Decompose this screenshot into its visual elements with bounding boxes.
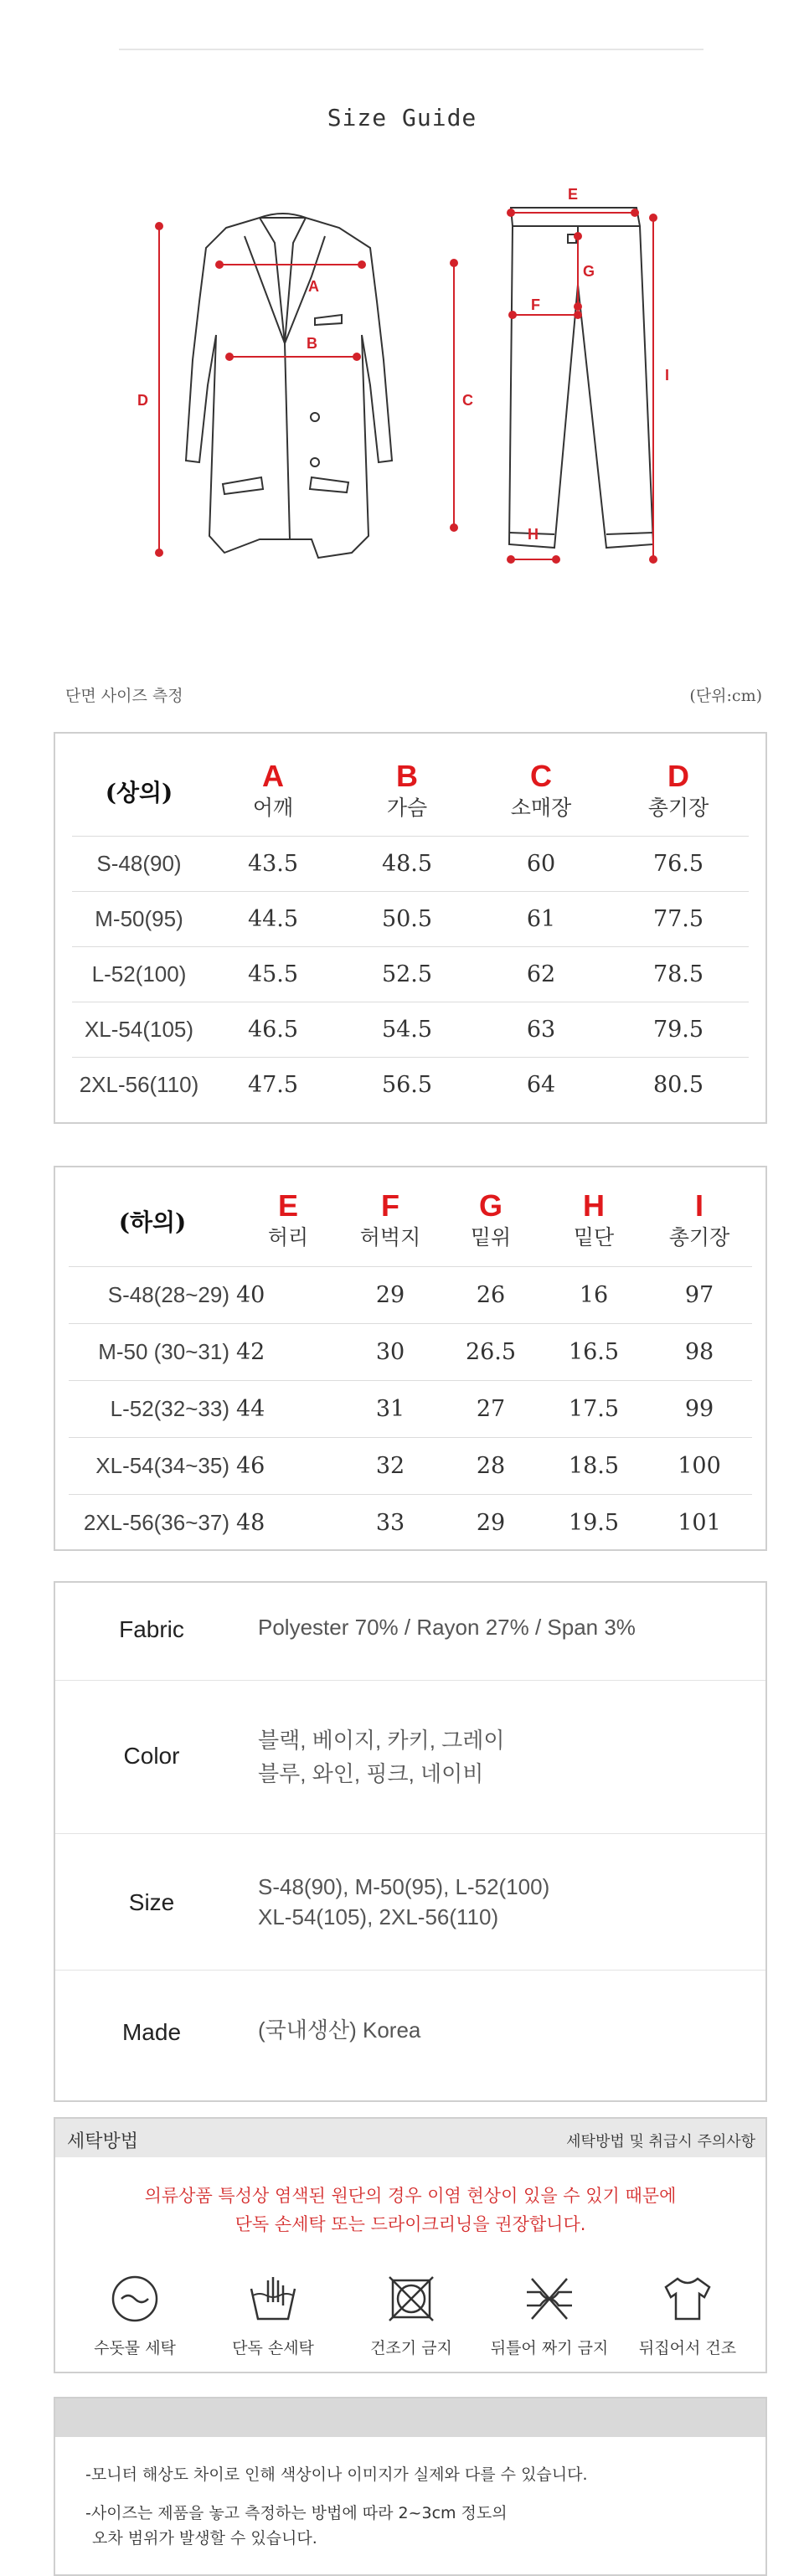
bottom-header-name-waist: 허리 <box>267 1224 309 1249</box>
value-cell: 62 <box>474 946 608 1002</box>
page-title: Size Guide <box>327 104 477 131</box>
size-cell: M-50(95) <box>72 891 206 946</box>
wash-item <box>348 2274 474 2358</box>
value-cell: 26 <box>441 1266 541 1323</box>
wash-label: 뒤틀어 짜기 금지 <box>490 2339 609 2357</box>
bottom-header-letter-g: G <box>478 1188 502 1223</box>
bottom-header-letter-f: F <box>381 1188 399 1223</box>
measurement-diagram <box>126 184 678 586</box>
table-row <box>72 946 749 1002</box>
size-cell: 2XL-56(110) <box>72 1057 206 1112</box>
value-cell: 16.5 <box>541 1323 647 1380</box>
washing-warning-line2: 단독 손세탁 또는 드라이크리닝을 권장합니다. <box>234 2214 586 2234</box>
value-cell: 77.5 <box>608 891 749 946</box>
wash-item <box>487 2274 612 2358</box>
info-row-made <box>55 1971 765 2100</box>
size-cell: L-52(32~33) <box>69 1380 236 1437</box>
value-cell: 29 <box>441 1494 541 1551</box>
note-size-line2: 오차 범위가 발생할 수 있습니다. <box>92 2529 317 2548</box>
wash-label: 수돗물 세탁 <box>94 2339 176 2357</box>
value-cell: 40 <box>236 1266 340 1323</box>
bottom-header-name-thigh: 허벅지 <box>359 1224 421 1249</box>
washing-guide <box>54 2117 767 2373</box>
unit-label: (단위:cm) <box>689 687 762 705</box>
value-cell: 26.5 <box>441 1323 541 1380</box>
top-header-name-chest: 가슴 <box>386 795 428 820</box>
top-header-name-length: 총기장 <box>647 795 709 820</box>
hand-wash-icon <box>110 2274 160 2324</box>
bottom-size-table <box>54 1166 767 1551</box>
top-header-letter-b: B <box>396 758 418 793</box>
value-cell: 17.5 <box>541 1380 647 1437</box>
info-row-size <box>55 1834 765 1971</box>
label-b: B <box>307 335 317 352</box>
value-cell: 76.5 <box>608 836 749 891</box>
washing-title: 세탁방법 <box>67 2131 139 2152</box>
size-cell: S-48(90) <box>72 836 206 891</box>
top-header-name-sleeve: 소매장 <box>510 795 572 820</box>
value-cell: 50.5 <box>340 891 474 946</box>
value-cell: 46.5 <box>206 1002 340 1057</box>
washing-subtitle: 세탁방법 및 취급시 주의사항 <box>566 2133 755 2151</box>
size-value-line2: XL-54(105), 2XL-56(110) <box>258 1904 499 1929</box>
value-cell: 32 <box>340 1437 441 1494</box>
wash-basin-icon <box>246 2274 300 2324</box>
color-key: Color <box>123 1743 180 1769</box>
washing-warning-line1: 의류상품 특성상 염색된 원단의 경우 이염 현상이 있을 수 있기 때문에 <box>144 2186 677 2206</box>
size-cell: L-52(100) <box>72 946 206 1002</box>
value-cell: 101 <box>647 1494 752 1551</box>
size-cell: 2XL-56(36~37) <box>69 1494 236 1551</box>
label-f: F <box>531 296 540 313</box>
wash-label: 건조기 금지 <box>370 2339 452 2357</box>
value-cell: 56.5 <box>340 1057 474 1112</box>
info-row-color <box>55 1681 765 1834</box>
value-cell: 43.5 <box>206 836 340 891</box>
pants-measure-lines <box>511 213 653 559</box>
size-key: Size <box>128 1889 175 1915</box>
value-cell: 54.5 <box>340 1002 474 1057</box>
value-cell: 97 <box>647 1266 752 1323</box>
washing-header <box>55 2119 765 2157</box>
value-cell: 63 <box>474 1002 608 1057</box>
fabric-key: Fabric <box>119 1616 184 1642</box>
size-cell: XL-54(105) <box>72 1002 206 1057</box>
value-cell: 30 <box>340 1323 441 1380</box>
table-row <box>69 1494 752 1551</box>
label-h: H <box>528 526 539 543</box>
note-size-line1: -사이즈는 제품을 놓고 측정하는 방법에 따라 2~3cm 정도의 <box>85 2504 508 2522</box>
value-cell: 29 <box>340 1266 441 1323</box>
top-header-letter-a: A <box>262 758 284 793</box>
table-row <box>72 1057 749 1112</box>
top-header-letter-c: C <box>530 758 552 793</box>
table-row <box>72 1002 749 1057</box>
note-monitor: -모니터 해상도 차이로 인해 색상이나 이미지가 실제와 다를 수 있습니다. <box>85 2465 588 2484</box>
bottom-header-letter-i: I <box>694 1188 704 1223</box>
value-cell: 45.5 <box>206 946 340 1002</box>
section-label: 단면 사이즈 측정 <box>65 687 183 705</box>
label-i: I <box>665 367 670 384</box>
value-cell: 27 <box>441 1380 541 1437</box>
size-cell: S-48(28~29) <box>69 1266 236 1323</box>
value-cell: 48.5 <box>340 836 474 891</box>
value-cell: 28 <box>441 1437 541 1494</box>
value-cell: 18.5 <box>541 1437 647 1494</box>
top-header-letter-d: D <box>667 758 689 793</box>
made-value: (국내생산) Korea <box>258 2017 421 2043</box>
value-cell: 19.5 <box>541 1494 647 1551</box>
bottom-header-name-length: 총기장 <box>668 1224 730 1249</box>
value-cell: 48 <box>236 1494 340 1551</box>
inside-out-icon <box>661 2274 714 2324</box>
value-cell: 33 <box>340 1494 441 1551</box>
value-cell: 61 <box>474 891 608 946</box>
value-cell: 64 <box>474 1057 608 1112</box>
value-cell: 44.5 <box>206 891 340 946</box>
value-cell: 100 <box>647 1437 752 1494</box>
table-row <box>72 836 749 891</box>
value-cell: 78.5 <box>608 946 749 1002</box>
notes-header <box>55 2398 765 2437</box>
top-size-table <box>54 732 767 1124</box>
table-row <box>69 1437 752 1494</box>
size-value-line1: S-48(90), M-50(95), L-52(100) <box>258 1874 550 1899</box>
value-cell: 79.5 <box>608 1002 749 1057</box>
value-cell: 44 <box>236 1380 340 1437</box>
table-row <box>72 891 749 946</box>
value-cell: 52.5 <box>340 946 474 1002</box>
value-cell: 60 <box>474 836 608 891</box>
label-g: G <box>583 263 595 280</box>
value-cell: 47.5 <box>206 1057 340 1112</box>
bottom-header-name-rise: 밑위 <box>470 1224 512 1249</box>
bottom-group-label: (하의) <box>118 1208 187 1236</box>
no-wring-icon <box>520 2274 579 2324</box>
value-cell: 46 <box>236 1437 340 1494</box>
color-value-line1: 블랙, 베이지, 카키, 그레이 <box>258 1728 505 1753</box>
fabric-value: Polyester 70% / Rayon 27% / Span 3% <box>258 1615 636 1640</box>
top-group-label: (상의) <box>105 778 173 806</box>
bottom-header-letter-e: E <box>277 1188 298 1223</box>
made-key: Made <box>121 2019 182 2045</box>
bottom-header-letter-h: H <box>583 1188 605 1223</box>
label-e: E <box>568 186 579 203</box>
top-divider <box>119 49 704 50</box>
wash-label: 뒤집어서 건조 <box>638 2339 737 2357</box>
wash-item <box>210 2274 336 2358</box>
no-tumble-dry-icon <box>386 2274 436 2324</box>
size-cell: M-50 (30~31) <box>69 1323 236 1380</box>
size-cell: XL-54(34~35) <box>69 1437 236 1494</box>
value-cell: 16 <box>541 1266 647 1323</box>
value-cell: 42 <box>236 1323 340 1380</box>
value-cell: 31 <box>340 1380 441 1437</box>
info-row-fabric <box>55 1583 765 1681</box>
table-row <box>69 1266 752 1323</box>
label-a: A <box>308 278 319 295</box>
color-value-line2: 블루, 와인, 핑크, 네이비 <box>258 1761 484 1786</box>
wash-item <box>72 2274 198 2358</box>
value-cell: 99 <box>647 1380 752 1437</box>
label-d: D <box>137 392 148 409</box>
table-row <box>69 1380 752 1437</box>
notes-box <box>54 2397 767 2576</box>
product-info-table <box>54 1581 767 2102</box>
value-cell: 80.5 <box>608 1057 749 1112</box>
label-c: C <box>462 392 473 409</box>
bottom-header-name-hem: 밑단 <box>573 1224 615 1249</box>
value-cell: 98 <box>647 1323 752 1380</box>
top-header-name-shoulder: 어깨 <box>252 795 294 820</box>
pants-drawing <box>509 208 653 548</box>
wash-item <box>625 2274 750 2358</box>
wash-label: 단독 손세탁 <box>232 2339 314 2357</box>
table-row <box>69 1323 752 1380</box>
